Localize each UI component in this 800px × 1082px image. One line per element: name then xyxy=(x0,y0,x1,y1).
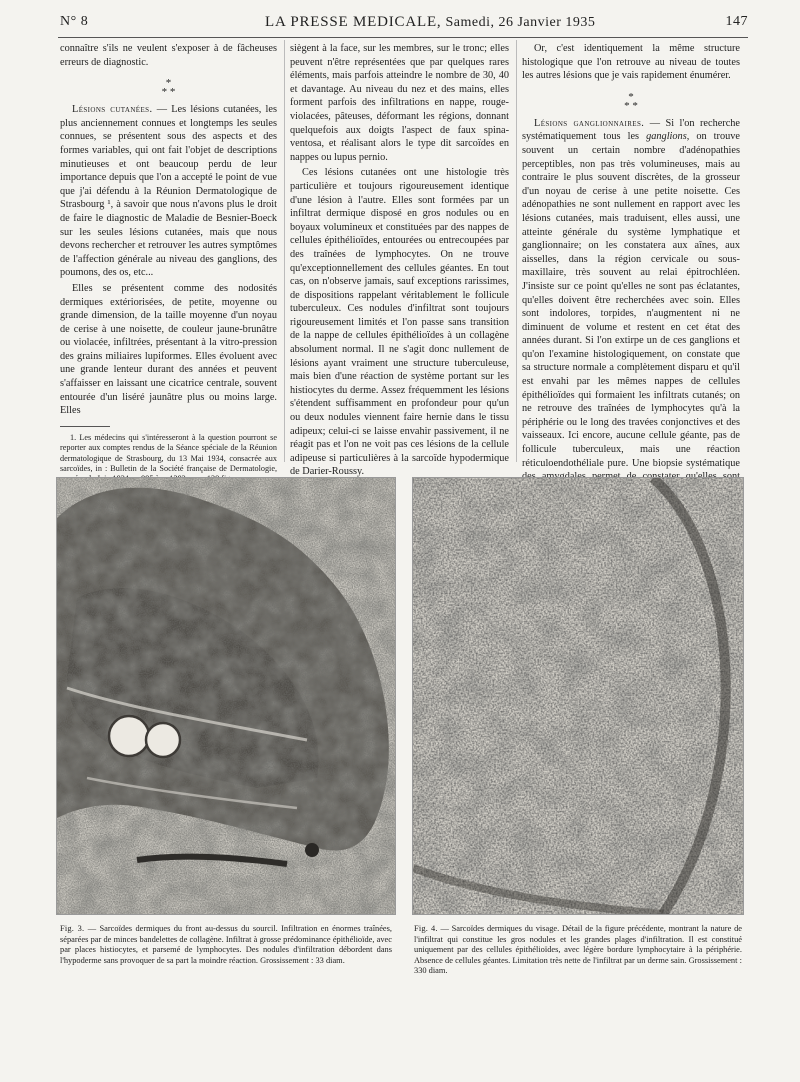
section-separator: * * * xyxy=(624,90,638,112)
figure-label: Fig. 4. xyxy=(414,924,438,933)
micrograph-image xyxy=(413,478,743,914)
paragraph: Ces lésions cutanées ont une histologie très particulière et toujours rigoureusement identique d'une lésion à l'autre. Elles sont formées par un infiltrat dermique disposé en gros nodules ou en boyaux volumineux et constituées par des nappes de cellules épithélioïdes, entourées ou entrecoupées par des traînées de lymphocytes. On ne trouve qu'exceptionnellement des cellules géantes. En tout cas, on n'observe jamais, sauf exceptions rarissimes, de dispositions rappelant véritablement le follicule tuberculeux. Ces nodules d'infiltrat sont toujours rigoureusement limités et l'on passe sans transition de la nappe de cellules épithélioïdes à un collagène absolument normal. Il ne s'agit donc nullement de lésions ayant vraiment une structure tuberculeuse, mais bien d'une réaction de système portant sur les histiocytes du derme. Assez fréquemment les lésions s'étendent suffisamment en profondeur pour qu'un ou deux nodules viennent faire hernie dans le tissu adipeux; celui-ci se laisse envahir passivement, il ne réagit pas et l'on ne voit pas ces lésions de la cellule adipeuse si particulières à la sarcoïde hypodermique de Darier-Roussy. xyxy=(290,167,509,478)
micrograph-figure-4 xyxy=(412,477,744,915)
figure-label: Fig. 3. xyxy=(60,924,85,933)
micrograph-figure-3 xyxy=(56,477,396,915)
paragraph: siègent à la face, sur les membres, sur le tronc; elles peuvent n'être représentées que par quelques rares éléments, mais parfois atteindre le nombre de 30, 40 et davantage. Au niveau du nez et des mains, elles forment parfois des infiltrations en nappe, rouge-violacées, pâteuses, déformant les régions, donnant quelquefois aux doigts l'aspect de faux spina-ventosa, et réalisant alors le type dit sarcoïdes en nappes ou lupus pernio. xyxy=(290,43,509,163)
column-1 xyxy=(60,42,277,485)
section-heading: Lésions ganglionnaires. xyxy=(534,117,645,129)
page-number: 147 xyxy=(725,14,748,29)
footnote-rule xyxy=(60,426,110,427)
issue-number: N° 8 xyxy=(60,14,89,29)
column-2 xyxy=(290,42,509,481)
paragraph: Lésions ganglionnaires. — Si l'on recherche systématiquement tous les ganglions, on trouve souvent un certain nombre d'adénopathies perceptibles, non pas très volumineuses, mais au contraire le plus souvent discrètes, de la grosseur d'un noyau de cerise à une petite noisette. Ces adénopathies ne sont nullement en rapport avec les lésions cutanées, mais traduisent, elles aussi, une atteinte générale du système lymphatique et ganglionnaire; on les constatera aux aînes, aux aisselles, dans la région cervicale ou sous-maxillaire, très souvent au relai épitrochléen. J'insiste sur ce point qu'elles ne sont pas éclatantes, qu'elles doivent être recherchées avec soin. Elles sont indolores, torpides, n'augmentent ni ne diminuent de volume et restent en cet état des années durant. Si l'on extirpe un de ces ganglions et qu'on l'examine histologiquement, on constate que sa structure normale a complètement disparu et qu'il est envahi par les mêmes nappes de cellules épithélioïdes qui formaient les infiltrats cutanés; on ne retrouve des traînées de lymphocytes qu'à la périphérie ou le long des travées conjonctives et des vaisseaux. Ici encore, aucune cellule géante, pas de follicule tuberculeux, mais une réaction réticuloendothéliale pure. Une biopsie systématique xyxy=(522,117,741,469)
figure-3-caption: Fig. 3. — Sarcoïdes dermiques du front au-dessus du sourcil. Infiltration en énormes traînées, séparées par de minces bandelettes de collagène. Infiltrat à grosse prédominance épithélioïde, avec par places histiocytes, et parsemé de lymphocytes. Des nodules d'infiltration débordent dans l'hypoderme sans provoquer de sa part la moindre réaction. Grossissement : 33 diam. xyxy=(60,924,392,965)
footnote: 1. Les médecins qui s'intéresseront à la question pourront se reporter aux comptes rendus de la Séance spéciale de la Réunion dermatologique de Strasbourg, du 13 Mai 1934, consacrée aux sarcoïdes, in : Bulletin de la Société française de Dermatologie, xyxy=(60,432,277,474)
paragraph: connaître s'ils ne veulent s'exposer à de fâcheuses erreurs de diagnostic. xyxy=(60,43,277,68)
column-3 xyxy=(522,42,740,499)
header-rule xyxy=(58,37,748,38)
page-header xyxy=(60,14,748,36)
journal-title-line xyxy=(265,14,595,31)
paragraph: Lésions cutanées. — Les lésions cutanées, les plus anciennement connues et longtemps les seules connues, se présentent sous des aspects et des formes variables, qui ont fait l'objet de descriptions minutieuses et ont beaucoup perdu de leur importance depuis que l'on a accepté le point de vue que j'ai défendu à la Réunion Dermatologique de Strasbourg ¹, à savoir que nous n'avons plus le droit de faire le diagnostic de Maladie de Besnier-Boeck sur les seules lésions cutanées, mais que nous devons rechercher et retrouver les autres symptômes de l'affection générale au niveau des ganglions, des poumons, des os, etc... xyxy=(60,104,277,279)
figure-4-caption: Fig. 4. — Sarcoïdes dermiques du visage. Détail de la figure précédente, montrant la nature de l'infiltrat qui constitue les gros nodules et les grandes plages d'infiltration. Il est constitué uniquement par des cellules épithélioïdes, avec légère bordure lymphocytaire à la périphérie. Absence de cellules géantes. Limitation très nette de l'infiltrat par un derme sain. Grossissement : 330 diam. xyxy=(414,924,742,976)
section-separator: * * * xyxy=(161,77,176,99)
column-divider xyxy=(516,40,517,462)
paragraph: Elles se présentent comme des nodosités dermiques extériorisées, de petite, moyenne ou grande dimension, de la taille moyenne d'un noyau de cerise à une noisette, de couleur jaune-brunâtre ou violacée, infiltrées, présentant à la vitro-pression des grains miliaires lupiformes. Elles évoluent avec une grande lenteur durant des années et peuvent s'affaisser en laissant une cicatrice centrale, souvent entourée d'un liséré jaunâtre plus ou moins large. Elles xyxy=(60,282,277,417)
section-heading: Lésions cutanées. xyxy=(72,104,153,116)
journal-title: LA PRESSE MEDICALE, xyxy=(265,14,442,30)
issue-date: Samedi, 26 Janvier 1935 xyxy=(445,15,596,30)
column-divider xyxy=(284,40,285,462)
micrograph-image xyxy=(57,478,395,914)
paragraph: Or, c'est identiquement la même structure histologique que l'on retrouve au niveau de toutes les autres lésions que je vais rapidement énumérer. xyxy=(522,43,740,82)
